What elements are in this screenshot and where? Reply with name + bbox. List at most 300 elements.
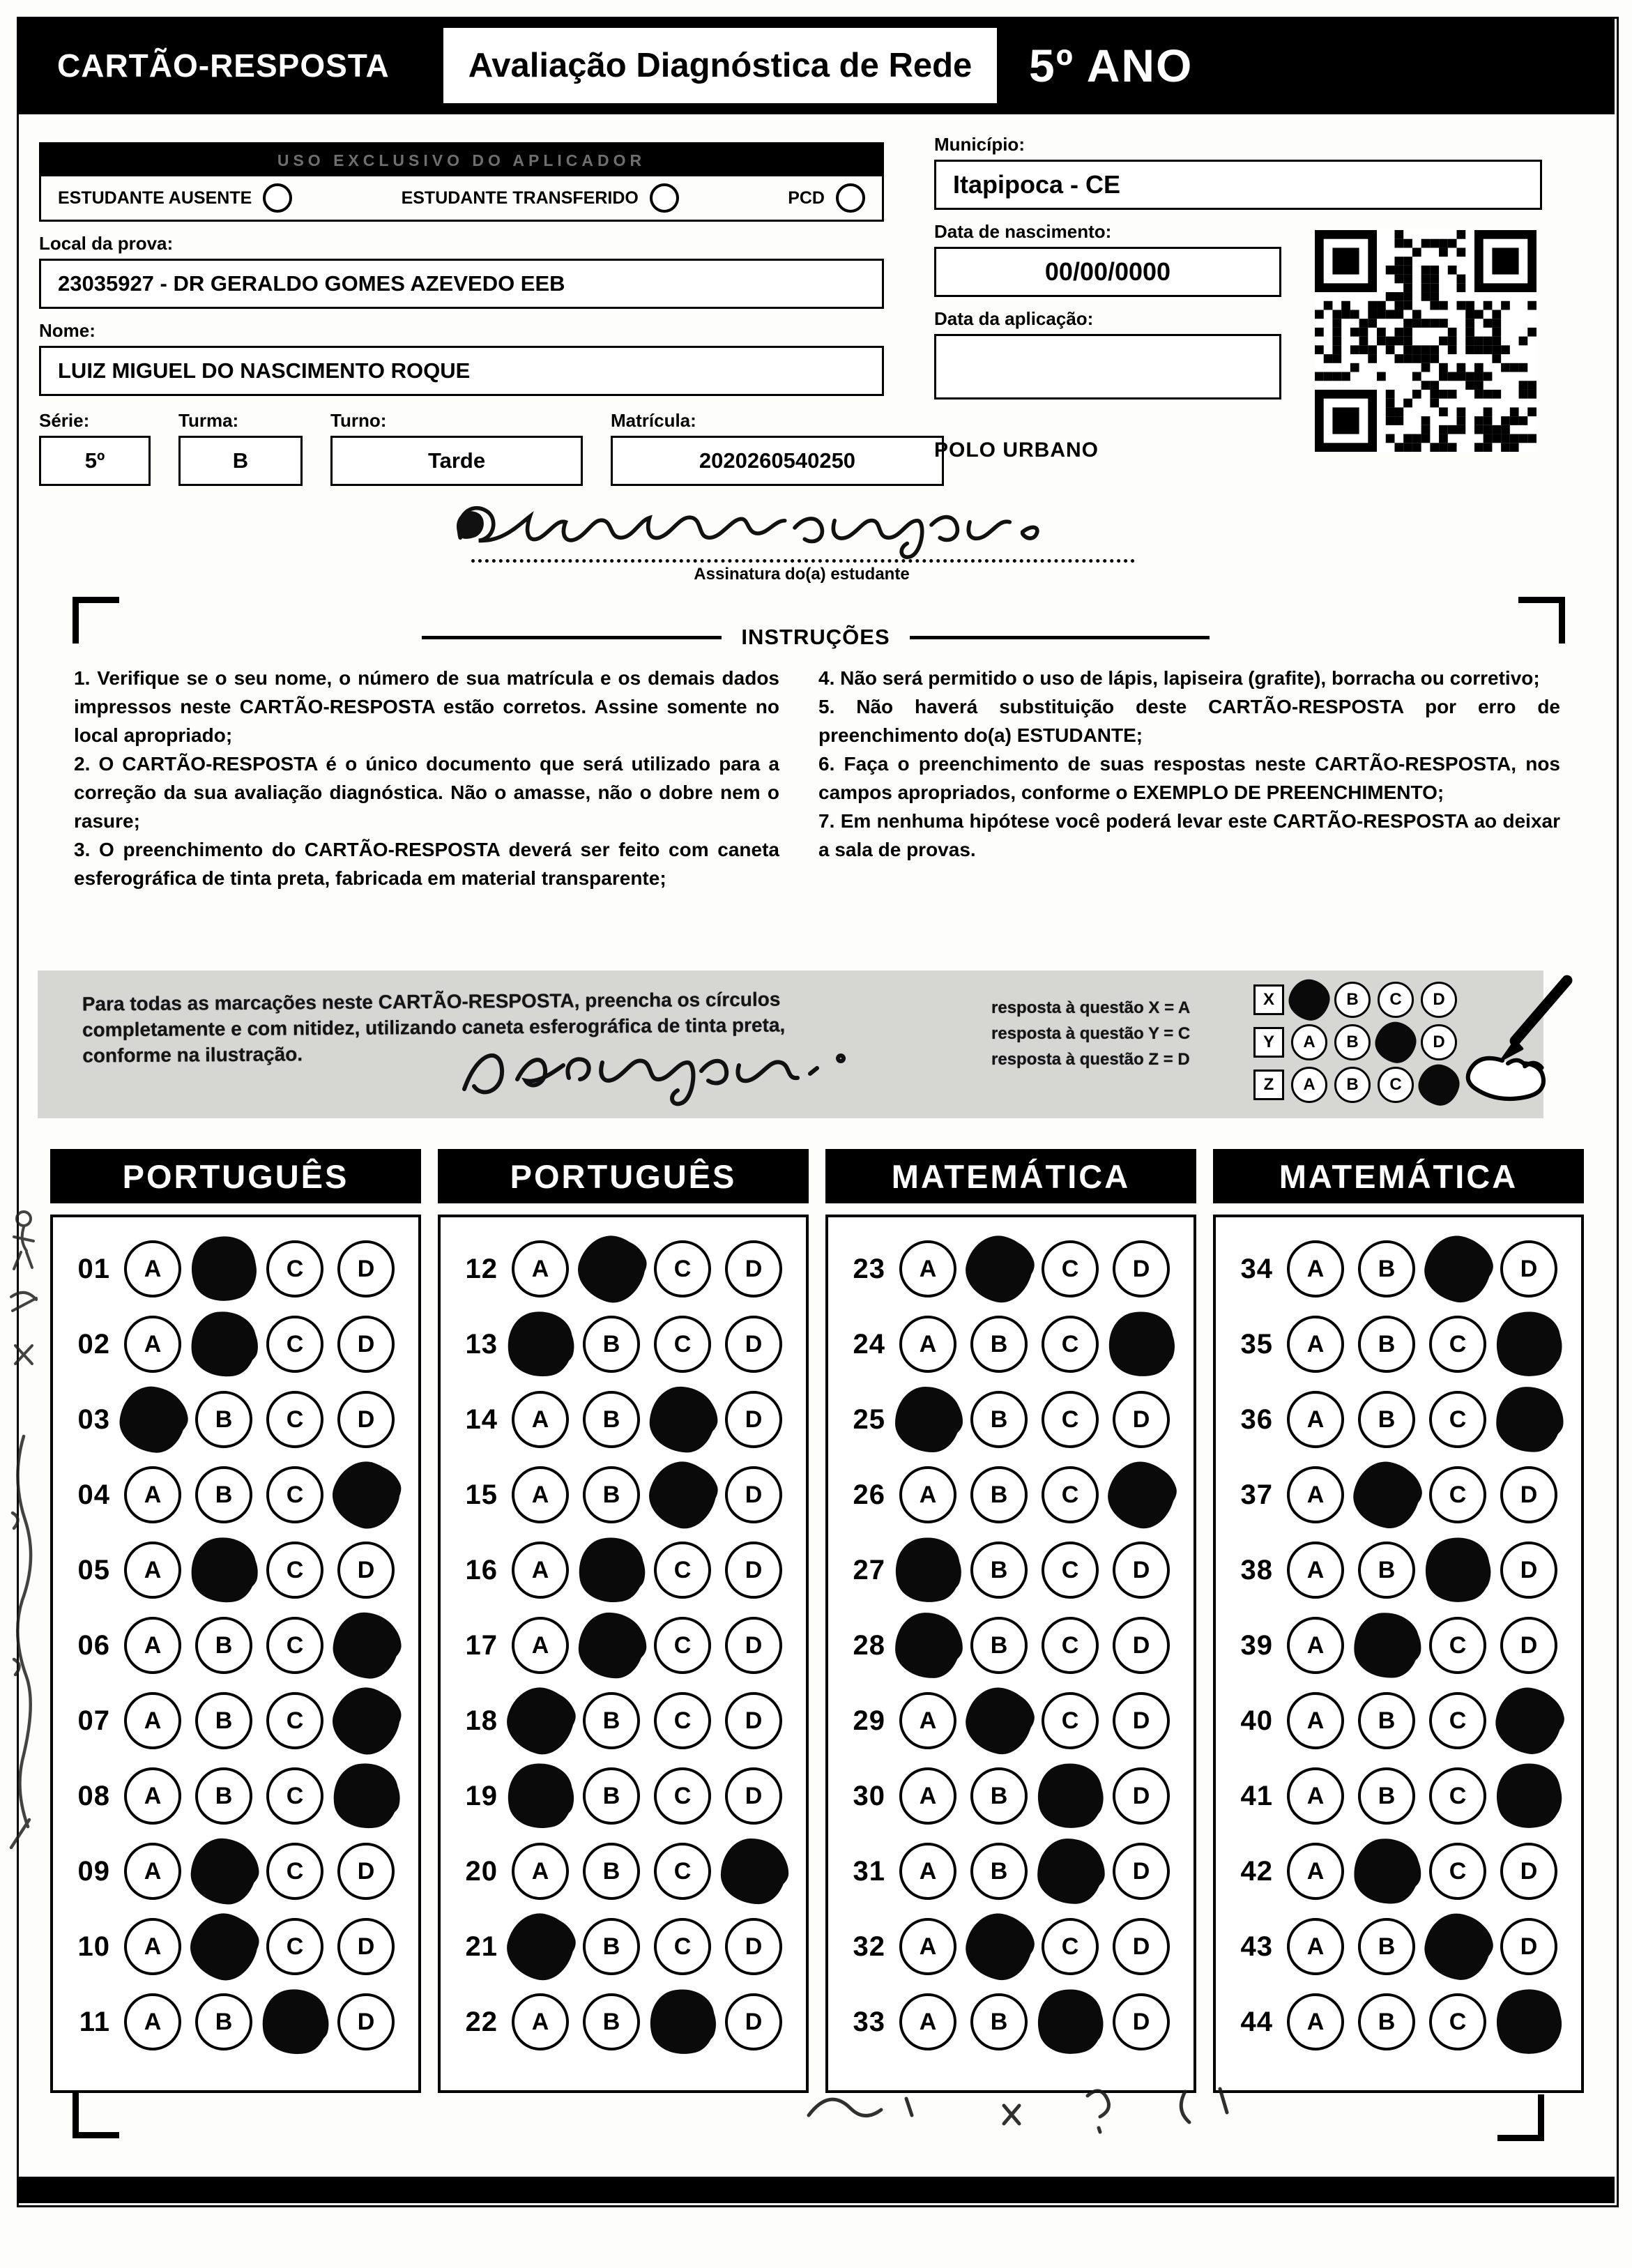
bubble-12-d[interactable]: D (725, 1240, 782, 1297)
question-row (1227, 1834, 1581, 1909)
bubble-36-a[interactable]: A (1287, 1391, 1344, 1448)
bubble-29-a[interactable]: A (899, 1692, 956, 1749)
bubble-11-b[interactable]: B (195, 1993, 252, 2050)
bubble-17-b[interactable] (583, 1617, 640, 1674)
bubble-38-d[interactable]: D (1500, 1542, 1557, 1599)
section-title: MATEMÁTICA (825, 1149, 1196, 1203)
aplicador-checkbox[interactable] (263, 183, 292, 213)
bubble-32-d[interactable]: D (1113, 1918, 1170, 1975)
bubble-33-b[interactable]: B (970, 1993, 1028, 2050)
bubble-40-c[interactable]: C (1429, 1692, 1486, 1749)
bubble-15-c[interactable] (654, 1466, 711, 1523)
bubble-42-b[interactable] (1358, 1843, 1415, 1900)
question-number: 08 (77, 1780, 110, 1811)
question-row (452, 1532, 806, 1608)
question-row (1227, 1909, 1581, 1984)
bubble-03-c[interactable]: C (266, 1391, 323, 1448)
aplicador-option-label: PCD (788, 188, 825, 208)
bubble-32-b[interactable] (970, 1918, 1028, 1975)
bubble-14-a[interactable]: A (512, 1391, 569, 1448)
example-row-label: X (1253, 984, 1284, 1015)
bubble-02-c[interactable]: C (266, 1316, 323, 1373)
bubble-41-d[interactable] (1500, 1767, 1557, 1825)
bubble-24-d[interactable] (1113, 1316, 1170, 1373)
question-number: 23 (853, 1253, 885, 1284)
aplicador-option (58, 183, 292, 213)
bubble-18-c[interactable]: C (654, 1692, 711, 1749)
question-row (1227, 1457, 1581, 1532)
bubble-08-a[interactable]: A (124, 1767, 181, 1825)
bubble-33-a[interactable]: A (899, 1993, 956, 2050)
bubble-42-c[interactable]: C (1429, 1843, 1486, 1900)
question-number: 26 (853, 1479, 885, 1510)
bubble-09-a[interactable]: A (124, 1843, 181, 1900)
aplicador-checkbox[interactable] (836, 183, 865, 213)
nascimento-label: Data de nascimento: (934, 221, 1112, 242)
question-row (452, 1909, 806, 1984)
bubble-13-b[interactable]: B (583, 1316, 640, 1373)
bubble-20-a[interactable]: A (512, 1843, 569, 1900)
bubble-01-c[interactable]: C (266, 1240, 323, 1297)
question-number: 27 (853, 1554, 885, 1585)
bubble-35-d[interactable] (1500, 1316, 1557, 1373)
bubble-09-c[interactable]: C (266, 1843, 323, 1900)
bubble-06-a[interactable]: A (124, 1617, 181, 1674)
turno-label: Turno: (330, 410, 387, 431)
bubble-28-b[interactable]: B (970, 1617, 1028, 1674)
bubble-41-c[interactable]: C (1429, 1767, 1486, 1825)
bubble-39-b[interactable] (1358, 1617, 1415, 1674)
bubble-33-d[interactable]: D (1113, 1993, 1170, 2050)
instruction-item: 4. Não será permitido o uso de lápis, lapiseira (grafite), borracha ou corretivo; (818, 667, 1540, 689)
bubble-24-c[interactable]: C (1042, 1316, 1099, 1373)
bubble-19-c[interactable]: C (654, 1767, 711, 1825)
bubble-34-d[interactable]: D (1500, 1240, 1557, 1297)
bubble-01-b[interactable] (195, 1240, 252, 1297)
bubble-31-c[interactable] (1042, 1843, 1099, 1900)
bubble-13-c[interactable]: C (654, 1316, 711, 1373)
question-number: 31 (853, 1855, 885, 1887)
question-row (64, 1457, 418, 1532)
bubble-09-d[interactable]: D (337, 1843, 395, 1900)
pen-scribble (795, 2057, 1241, 2154)
bubble-37-b[interactable] (1358, 1466, 1415, 1523)
bubble-10-d[interactable]: D (337, 1918, 395, 1975)
bubble-34-c[interactable] (1429, 1240, 1486, 1297)
bubble-12-b[interactable] (583, 1240, 640, 1297)
local-field: 23035927 - DR GERALDO GOMES AZEVEDO EEB (39, 259, 884, 309)
serie-label: Série: (39, 410, 90, 431)
example-bubble-x-b: B (1334, 982, 1371, 1018)
bubble-11-a[interactable]: A (124, 1993, 181, 2050)
bubble-07-c[interactable]: C (266, 1692, 323, 1749)
bubble-08-d[interactable] (337, 1767, 395, 1825)
bubble-03-b[interactable]: B (195, 1391, 252, 1448)
bubble-06-b[interactable]: B (195, 1617, 252, 1674)
bubble-16-d[interactable]: D (725, 1542, 782, 1599)
bubble-36-d[interactable] (1500, 1391, 1557, 1448)
serie-field: 5º (39, 436, 151, 486)
question-row (452, 1231, 806, 1307)
bubble-01-a[interactable]: A (124, 1240, 181, 1297)
bubble-30-b[interactable]: B (970, 1767, 1028, 1825)
question-row (452, 1683, 806, 1758)
bubble-25-d[interactable]: D (1113, 1391, 1170, 1448)
bubble-18-a[interactable] (512, 1692, 569, 1749)
question-number: 39 (1240, 1629, 1273, 1661)
example-grid-row (1253, 1024, 1457, 1060)
bubble-21-b[interactable]: B (583, 1918, 640, 1975)
bubble-01-d[interactable]: D (337, 1240, 395, 1297)
question-row (1227, 1984, 1581, 2060)
exam-title: Avaliação Diagnóstica de Rede (443, 28, 997, 103)
bubble-43-d[interactable]: D (1500, 1918, 1557, 1975)
bubble-38-b[interactable]: B (1358, 1542, 1415, 1599)
bubble-23-b[interactable] (970, 1240, 1028, 1297)
question-number: 16 (465, 1554, 498, 1585)
class-info-row (39, 399, 884, 486)
question-number: 35 (1240, 1328, 1273, 1360)
bubble-22-a[interactable]: A (512, 1993, 569, 2050)
bubble-27-c[interactable]: C (1042, 1542, 1099, 1599)
question-row (839, 1231, 1194, 1307)
instruction-item: 5. Não haverá substituição deste CARTÃO-RESPOSTA por erro de preenchimento do(a) ESTUDANTE; (818, 696, 1560, 746)
bubble-32-a[interactable]: A (899, 1918, 956, 1975)
bubble-42-d[interactable]: D (1500, 1843, 1557, 1900)
bubble-39-c[interactable]: C (1429, 1617, 1486, 1674)
bubble-02-b[interactable] (195, 1316, 252, 1373)
bubble-29-d[interactable]: D (1113, 1692, 1170, 1749)
bubble-35-a[interactable]: A (1287, 1316, 1344, 1373)
bubble-04-a[interactable]: A (124, 1466, 181, 1523)
bubble-17-a[interactable]: A (512, 1617, 569, 1674)
bubble-26-a[interactable]: A (899, 1466, 956, 1523)
aplicador-option (788, 183, 865, 213)
bubble-10-a[interactable]: A (124, 1918, 181, 1975)
question-number: 24 (853, 1328, 885, 1360)
example-text: Para todas as marcações neste CARTÃO-RESPOSTA, preencha os círculos completamente e com nitidez, utilizando caneta esferográfica de tinta preta, conforme na ilustração. (82, 988, 786, 1067)
question-row (839, 1909, 1194, 1984)
bubble-15-a[interactable]: A (512, 1466, 569, 1523)
question-number: 44 (1240, 2006, 1273, 2037)
bubble-19-d[interactable]: D (725, 1767, 782, 1825)
bubble-05-b[interactable] (195, 1542, 252, 1599)
bubble-21-c[interactable]: C (654, 1918, 711, 1975)
example-signature-handwriting (456, 1037, 895, 1121)
bubble-38-a[interactable]: A (1287, 1542, 1344, 1599)
aplicador-bar-label: USO EXCLUSIVO DO APLICADOR (41, 144, 882, 176)
question-number: 02 (77, 1328, 110, 1360)
aplicador-box (39, 142, 884, 222)
nome-field: LUIZ MIGUEL DO NASCIMENTO ROQUE (39, 346, 884, 396)
bubble-13-a[interactable] (512, 1316, 569, 1373)
question-row (452, 1758, 806, 1834)
bubble-16-c[interactable]: C (654, 1542, 711, 1599)
bubble-03-d[interactable]: D (337, 1391, 395, 1448)
section-title: PORTUGUÊS (50, 1149, 421, 1203)
bubble-14-b[interactable]: B (583, 1391, 640, 1448)
bubble-24-a[interactable]: A (899, 1316, 956, 1373)
question-number: 38 (1240, 1554, 1273, 1585)
example-bubble-y-c (1378, 1024, 1414, 1060)
question-number: 12 (465, 1253, 498, 1284)
question-number: 17 (465, 1629, 498, 1661)
bubble-31-a[interactable]: A (899, 1843, 956, 1900)
bubble-39-a[interactable]: A (1287, 1617, 1344, 1674)
bubble-27-a[interactable] (899, 1542, 956, 1599)
municipio-field: Itapipoca - CE (934, 160, 1542, 210)
bubble-36-c[interactable]: C (1429, 1391, 1486, 1448)
bubble-20-b[interactable]: B (583, 1843, 640, 1900)
section-title: PORTUGUÊS (438, 1149, 809, 1203)
bubble-25-b[interactable]: B (970, 1391, 1028, 1448)
bubble-03-a[interactable] (124, 1391, 181, 1448)
question-row (839, 1984, 1194, 2060)
bubble-42-a[interactable]: A (1287, 1843, 1344, 1900)
instructions-col-right (818, 664, 1560, 892)
question-number: 42 (1240, 1855, 1273, 1887)
instructions-title-row (293, 625, 1339, 650)
bubble-13-d[interactable]: D (725, 1316, 782, 1373)
bubble-40-a[interactable]: A (1287, 1692, 1344, 1749)
bubble-25-a[interactable] (899, 1391, 956, 1448)
bubble-05-c[interactable]: C (266, 1542, 323, 1599)
bubble-16-b[interactable] (583, 1542, 640, 1599)
instruction-item: 3. O preenchimento do CARTÃO-RESPOSTA deverá ser feito com caneta esferográfica de tinta preta, fabricada em material transparente; (74, 839, 779, 889)
bubble-43-c[interactable] (1429, 1918, 1486, 1975)
question-number: 07 (77, 1705, 110, 1736)
bubble-32-c[interactable]: C (1042, 1918, 1099, 1975)
bubble-20-d[interactable] (725, 1843, 782, 1900)
question-number: 36 (1240, 1403, 1273, 1435)
bubble-12-c[interactable]: C (654, 1240, 711, 1297)
bubble-40-b[interactable]: B (1358, 1692, 1415, 1749)
bubble-26-b[interactable]: B (970, 1466, 1028, 1523)
pen-scribble (3, 1429, 45, 1917)
bubble-12-a[interactable]: A (512, 1240, 569, 1297)
bubble-27-d[interactable]: D (1113, 1542, 1170, 1599)
example-bubble-x-c: C (1378, 982, 1414, 1018)
bubble-37-d[interactable]: D (1500, 1466, 1557, 1523)
bubble-19-b[interactable]: B (583, 1767, 640, 1825)
bubble-06-c[interactable]: C (266, 1617, 323, 1674)
question-row (1227, 1307, 1581, 1382)
bubble-41-a[interactable]: A (1287, 1767, 1344, 1825)
instruction-item: 7. Em nenhuma hipótese você poderá levar este CARTÃO-RESPOSTA ao deixar a sala de provas. (818, 810, 1560, 860)
bubble-20-c[interactable]: C (654, 1843, 711, 1900)
bubble-27-b[interactable]: B (970, 1542, 1028, 1599)
bubble-07-a[interactable]: A (124, 1692, 181, 1749)
bubble-07-b[interactable]: B (195, 1692, 252, 1749)
nome-label: Nome: (39, 320, 96, 341)
bubble-06-d[interactable] (337, 1617, 395, 1674)
bubble-14-c[interactable] (654, 1391, 711, 1448)
question-number: 21 (465, 1931, 498, 1962)
bubble-21-a[interactable] (512, 1918, 569, 1975)
bubble-37-c[interactable]: C (1429, 1466, 1486, 1523)
bubble-10-c[interactable]: C (266, 1918, 323, 1975)
bubble-33-c[interactable] (1042, 1993, 1099, 2050)
bubble-04-d[interactable] (337, 1466, 395, 1523)
bubble-11-d[interactable]: D (337, 1993, 395, 2050)
question-number: 03 (77, 1403, 110, 1435)
section-title: MATEMÁTICA (1213, 1149, 1584, 1203)
bubble-36-b[interactable]: B (1358, 1391, 1415, 1448)
example-bubble-x-d: D (1421, 982, 1457, 1018)
signature-line[interactable] (471, 527, 1135, 563)
bubble-15-b[interactable]: B (583, 1466, 640, 1523)
bubble-04-c[interactable]: C (266, 1466, 323, 1523)
bubble-35-b[interactable]: B (1358, 1316, 1415, 1373)
example-rule: resposta à questão X = A (991, 998, 1191, 1017)
question-number: 40 (1240, 1705, 1273, 1736)
bubble-02-a[interactable]: A (124, 1316, 181, 1373)
bubble-09-b[interactable] (195, 1843, 252, 1900)
bubble-05-a[interactable]: A (124, 1542, 181, 1599)
bubble-43-b[interactable]: B (1358, 1918, 1415, 1975)
bubble-18-b[interactable]: B (583, 1692, 640, 1749)
bubble-24-b[interactable]: B (970, 1316, 1028, 1373)
bubble-29-c[interactable]: C (1042, 1692, 1099, 1749)
bubble-11-c[interactable] (266, 1993, 323, 2050)
question-number: 10 (77, 1931, 110, 1962)
bubble-43-a[interactable]: A (1287, 1918, 1344, 1975)
question-number: 20 (465, 1855, 498, 1887)
example-bubble-z-c: C (1378, 1067, 1414, 1103)
question-row (1227, 1532, 1581, 1608)
question-number: 15 (465, 1479, 498, 1510)
bubble-25-c[interactable]: C (1042, 1391, 1099, 1448)
question-number: 30 (853, 1780, 885, 1811)
question-number: 41 (1240, 1780, 1273, 1811)
bubble-22-d[interactable]: D (725, 1993, 782, 2050)
bubble-05-d[interactable]: D (337, 1542, 395, 1599)
instructions-columns (74, 664, 1560, 892)
question-row (64, 1532, 418, 1608)
question-row (839, 1834, 1194, 1909)
question-number: 25 (853, 1403, 885, 1435)
bubble-35-c[interactable]: C (1429, 1316, 1486, 1373)
bubble-28-c[interactable]: C (1042, 1617, 1099, 1674)
question-number: 29 (853, 1705, 885, 1736)
question-row (452, 1608, 806, 1683)
instruction-item: 1. Verifique se o seu nome, o número de sua matrícula e os demais dados impressos neste CARTÃO-RESPOSTA estão corretos. Assine somente no local apropriado; (74, 667, 779, 746)
example-bubble-z-b: B (1334, 1067, 1371, 1103)
bubble-15-d[interactable]: D (725, 1466, 782, 1523)
question-row (452, 1457, 806, 1532)
question-number: 13 (465, 1328, 498, 1360)
bubble-44-b[interactable]: B (1358, 1993, 1415, 2050)
aplicador-option (402, 183, 679, 213)
question-number: 01 (77, 1253, 110, 1284)
question-number: 19 (465, 1780, 498, 1811)
example-grid-row (1253, 1067, 1457, 1103)
bubble-30-a[interactable]: A (899, 1767, 956, 1825)
example-row-label: Z (1253, 1070, 1284, 1100)
question-row (64, 1758, 418, 1834)
bubble-26-d[interactable] (1113, 1466, 1170, 1523)
bubble-34-b[interactable]: B (1358, 1240, 1415, 1297)
question-number: 09 (77, 1855, 110, 1887)
bubble-31-b[interactable]: B (970, 1843, 1028, 1900)
bubble-07-d[interactable] (337, 1692, 395, 1749)
bubble-41-b[interactable]: B (1358, 1767, 1415, 1825)
bubble-44-d[interactable] (1500, 1993, 1557, 2050)
answer-grid (50, 1149, 1584, 2093)
bubble-30-c[interactable] (1042, 1767, 1099, 1825)
bubble-23-c[interactable]: C (1042, 1240, 1099, 1297)
bubble-08-c[interactable]: C (266, 1767, 323, 1825)
bubble-44-c[interactable]: C (1429, 1993, 1486, 2050)
bubble-38-c[interactable] (1429, 1542, 1486, 1599)
question-row (64, 1608, 418, 1683)
nascimento-field: 00/00/0000 (934, 247, 1281, 297)
bubble-04-b[interactable]: B (195, 1466, 252, 1523)
answer-box (825, 1215, 1196, 2093)
bubble-28-a[interactable] (899, 1617, 956, 1674)
title-rule-left (422, 636, 722, 639)
aplicacao-label: Data da aplicação: (934, 308, 1094, 329)
bubble-26-c[interactable]: C (1042, 1466, 1099, 1523)
question-row (839, 1457, 1194, 1532)
bubble-17-c[interactable]: C (654, 1617, 711, 1674)
aplicador-options (41, 176, 882, 220)
bubble-22-c[interactable] (654, 1993, 711, 2050)
bubble-08-b[interactable]: B (195, 1767, 252, 1825)
bubble-02-d[interactable]: D (337, 1316, 395, 1373)
bubble-23-d[interactable]: D (1113, 1240, 1170, 1297)
answer-section (825, 1149, 1196, 2093)
aplicador-checkbox[interactable] (650, 183, 679, 213)
example-bubble-y-b: B (1334, 1024, 1371, 1060)
bubble-23-a[interactable]: A (899, 1240, 956, 1297)
bubble-39-d[interactable]: D (1500, 1617, 1557, 1674)
bubble-17-d[interactable]: D (725, 1617, 782, 1674)
question-row (1227, 1231, 1581, 1307)
bubble-44-a[interactable]: A (1287, 1993, 1344, 2050)
bubble-37-a[interactable]: A (1287, 1466, 1344, 1523)
question-row (452, 1984, 806, 2060)
page-title: CARTÃO-RESPOSTA (57, 47, 390, 84)
bubble-40-d[interactable] (1500, 1692, 1557, 1749)
question-row (64, 1909, 418, 1984)
bubble-19-a[interactable] (512, 1767, 569, 1825)
question-row (1227, 1382, 1581, 1457)
bubble-30-d[interactable]: D (1113, 1767, 1170, 1825)
answer-box (438, 1215, 809, 2093)
bubble-10-b[interactable] (195, 1918, 252, 1975)
bubble-31-d[interactable]: D (1113, 1843, 1170, 1900)
example-row-label: Y (1253, 1027, 1284, 1058)
bubble-34-a[interactable]: A (1287, 1240, 1344, 1297)
question-row (64, 1382, 418, 1457)
local-label: Local da prova: (39, 233, 174, 254)
turno-field: Tarde (330, 436, 583, 486)
bubble-16-a[interactable]: A (512, 1542, 569, 1599)
bubble-21-d[interactable]: D (725, 1918, 782, 1975)
bubble-28-d[interactable]: D (1113, 1617, 1170, 1674)
bubble-22-b[interactable]: B (583, 1993, 640, 2050)
question-row (64, 1984, 418, 2060)
bubble-18-d[interactable]: D (725, 1692, 782, 1749)
municipio-label: Município: (934, 134, 1025, 155)
question-number: 37 (1240, 1479, 1273, 1510)
bubble-14-d[interactable]: D (725, 1391, 782, 1448)
example-bubble-y-a: A (1291, 1024, 1327, 1060)
instruction-item: 6. Faça o preenchimento de suas respostas neste CARTÃO-RESPOSTA, nos campos apropriados, conforme o EXEMPLO DE PREENCHIMENTO; (818, 753, 1560, 803)
example-bubble-z-a: A (1291, 1067, 1327, 1103)
bubble-29-b[interactable] (970, 1692, 1028, 1749)
